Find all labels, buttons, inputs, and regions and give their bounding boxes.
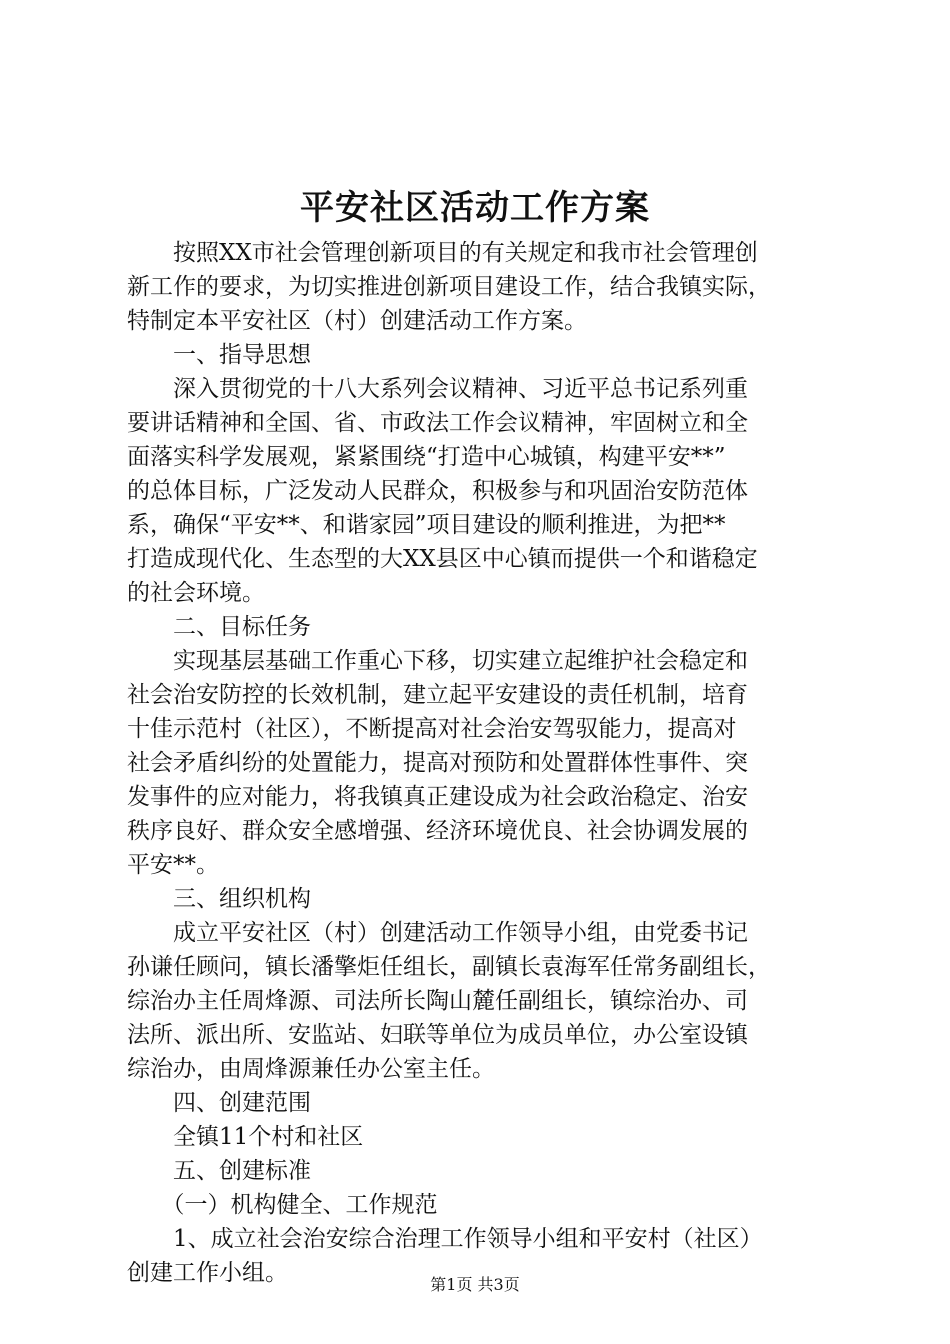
text-line: 秩序良好、群众安全感增强、经济环境优良、社会协调发展的	[127, 818, 748, 844]
text-line: 法所、派出所、安监站、妇联等单位为成员单位，办公室设镇	[127, 1022, 748, 1048]
text-line: 三、组织机构	[127, 886, 311, 912]
text-line: 按照XX市社会管理创新项目的有关规定和我市社会管理创	[127, 240, 758, 266]
text-line: 全镇11个村和社区	[127, 1124, 364, 1150]
text-line: 孙谦任顾问，镇长潘擎炬任组长，副镇长袁海军任常务副组长，	[127, 954, 771, 980]
document-title: 平安社区活动工作方案	[300, 188, 650, 228]
text-line: 系，确保“平安**、和谐家园”项目建设的顺利推进，为把**	[127, 512, 726, 538]
document-body	[127, 236, 842, 1290]
text-line: 实现基层基础工作重心下移，切实建立起维护社会稳定和	[127, 648, 748, 674]
text-line: 成立平安社区（村）创建活动工作领导小组，由党委书记	[127, 920, 748, 946]
text-line: 四、创建范围	[127, 1090, 311, 1116]
text-line: 十佳示范村（社区），不断提高对社会治安驾驭能力，提高对	[127, 716, 737, 742]
text-line: 特制定本平安社区（村）创建活动工作方案。	[127, 308, 587, 334]
text-line: 深入贯彻党的十八大系列会议精神、习近平总书记系列重	[127, 376, 748, 402]
text-line: 打造成现代化、生态型的大XX县区中心镇而提供一个和谐稳定	[127, 546, 758, 572]
text-line: 1、成立社会治安综合治理工作领导小组和平安村（社区）	[127, 1226, 763, 1252]
text-line: 的社会环境。	[127, 580, 265, 606]
text-line: 的总体目标，广泛发动人民群众，积极参与和巩固治安防范体	[127, 478, 748, 504]
text-line: 新工作的要求，为切实推进创新项目建设工作，结合我镇实际，	[127, 274, 771, 300]
text-line: 一、指导思想	[127, 342, 311, 368]
page-footer: 第1页 共3页	[430, 1275, 520, 1294]
text-line: 面落实科学发展观，紧紧围绕“打造中心城镇，构建平安**”	[127, 444, 726, 470]
text-line: 社会矛盾纠纷的处置能力，提高对预防和处置群体性事件、突	[127, 750, 748, 776]
text-line: 二、目标任务	[127, 614, 311, 640]
text-line: 五、创建标准	[127, 1158, 311, 1184]
text-line: 综治办主任周烽源、司法所长陶山麓任副组长，镇综治办、司	[127, 988, 748, 1014]
text-line: （一）机构健全、工作规范	[127, 1192, 438, 1218]
text-line: 社会治安防控的长效机制，建立起平安建设的责任机制，培育	[127, 682, 748, 708]
text-line: 创建工作小组。	[127, 1260, 288, 1286]
text-line: 综治办，由周烽源兼任办公室主任。	[127, 1056, 495, 1082]
text-line: 平安**。	[127, 852, 219, 878]
text-line: 要讲话精神和全国、省、市政法工作会议精神，牢固树立和全	[127, 410, 748, 436]
text-line: 发事件的应对能力，将我镇真正建设成为社会政治稳定、治安	[127, 784, 748, 810]
